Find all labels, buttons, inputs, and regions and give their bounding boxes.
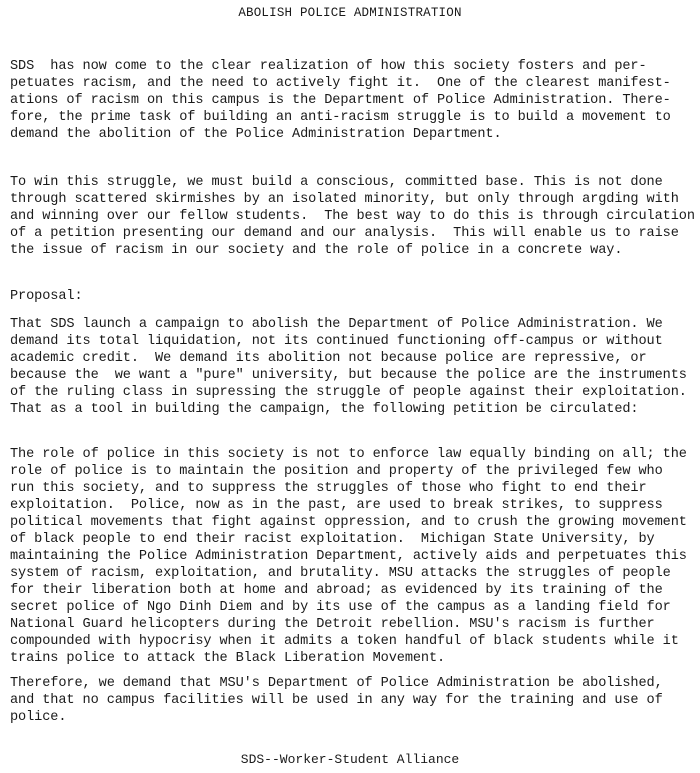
paragraph-intro: SDS has now come to the clear realization of how this society fosters and per- petuates racism, and the need to actively fight it. One of the clearest manifest- ations of racism on this campus is the Department of Police Administration. There- fore, the prime task of building an anti-racism struggle is to build a movement to demand the abolition of the Police Administration Department. xyxy=(10,59,671,142)
paragraph-proposal: That SDS launch a campaign to abolish the Department of Police Administration. We demand its total liquidation, not its continued functioning off-campus or without academic credit. We demand its abolition not because police are repressive, or because the we want a "pure" university, but because the police are the instruments of the ruling class in supressing the struggle of people against their exploitation. That as a tool in building the campaign, the following petition be circulated: xyxy=(10,317,687,417)
paragraph-petition: The role of police in this society is not to enforce law equally binding on all; the role of police is to maintain the position and property of the privileged few who run this society, and to suppress the struggles of those who fight to end their exploitation. Police, now as in the past, are used to break strikes, to suppress political movements that fight against oppression, and to crush the growing movement of black people to end their racist exploitation. Michigan State University, by maintaining the Police Administration Department, actively aids and perpetuates this system of racism, exploitation, and brutality. MSU attacks the struggles of people for their liberation both at home and abroad; as evidenced by its training of the secret police of Ngo Dinh Diem and by its use of the campus as a landing field for National Guard helicopters during the Detroit rebellion. MSU's racism is further compounded with hypocrisy when it admits a token handful of black students while it trains police to attack the Black Liberation Movement. xyxy=(10,447,687,666)
signature: SDS--Worker-Student Alliance xyxy=(240,752,460,767)
paragraph-strategy: To win this struggle, we must build a conscious, committed base. This is not done through scattered skirmishes by an isolated minority, but only through argding with and winning over our fellow students. The best way to do this is through circulation of a petition presenting our demand and our analysis. This will enable us to raise the issue of racism in our society and the role of police in a concrete way. xyxy=(10,175,695,258)
paragraph-demand: Therefore, we demand that MSU's Department of Police Administration be abolished, and that no campus facilities will be used in any way for the training and use of police. xyxy=(10,676,663,725)
document-title: ABOLISH POLICE ADMINISTRATION xyxy=(238,6,462,20)
proposal-heading: Proposal: xyxy=(10,289,83,304)
